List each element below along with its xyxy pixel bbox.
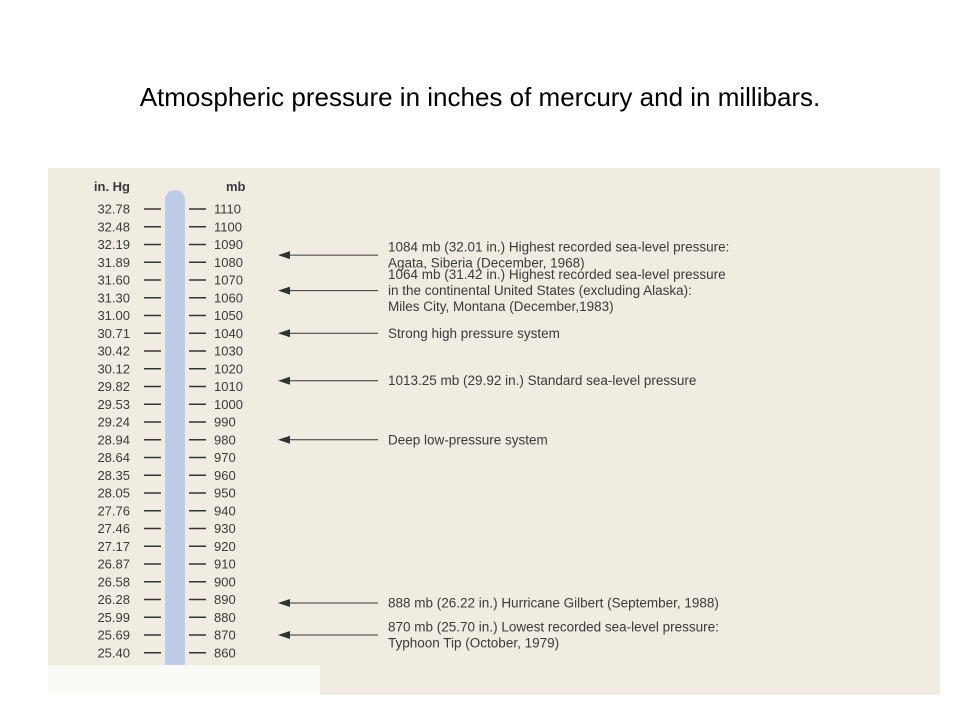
mb-tick-label: 920 <box>214 538 236 554</box>
slide-title: Atmospheric pressure in inches of mercury and in millibars. <box>139 82 821 112</box>
in-hg-tick-label: 31.30 <box>97 290 130 306</box>
in-hg-tick-label: 27.46 <box>97 521 130 536</box>
mb-tick-label: 1070 <box>214 272 243 288</box>
in-hg-tick-label: 31.89 <box>97 254 130 270</box>
annotation-arrowhead <box>278 631 290 639</box>
annotation-text: Typhoon Tip (October, 1979) <box>388 635 560 651</box>
in-hg-tick-label: 30.12 <box>97 361 130 377</box>
in-hg-tick-label: 32.78 <box>97 201 130 217</box>
in-hg-tick-label: 25.40 <box>97 645 130 661</box>
in-hg-tick-label: 29.82 <box>97 379 130 394</box>
mb-tick-label: 1000 <box>214 396 243 412</box>
annotation-text: 1013.25 mb (29.92 in.) Standard sea-level pressure <box>388 373 697 389</box>
mb-tick-label: 990 <box>214 414 236 430</box>
mb-tick-label: 1010 <box>214 379 243 394</box>
annotation-text: Miles City, Montana (December,1983) <box>388 299 614 315</box>
mb-tick-label: 960 <box>214 467 236 483</box>
in-hg-tick-label: 26.87 <box>97 556 130 572</box>
annotation-text: 1084 mb (32.01 in.) Highest recorded sea-level pressure: <box>388 239 730 255</box>
in-hg-tick-label: 31.60 <box>97 272 130 288</box>
mb-tick-label: 1060 <box>214 290 243 306</box>
annotation-arrowhead <box>278 377 290 385</box>
in-hg-tick-label: 31.00 <box>97 308 130 323</box>
annotation-arrowhead <box>278 251 290 259</box>
annotation-text: 888 mb (26.22 in.) Hurricane Gilbert (September, 1988) <box>388 595 719 611</box>
publisher-credit-overlay <box>48 665 320 695</box>
annotation-arrowhead <box>278 599 290 607</box>
pressure-scale-figure <box>48 168 940 695</box>
annotation-text: 1064 mb (31.42 in.) Highest recorded sea-level pressure <box>388 267 726 283</box>
annotation-text: Agata, Siberia (December, 1968) <box>388 255 585 271</box>
mb-tick-label: 940 <box>214 503 236 519</box>
mercury-column <box>165 190 185 695</box>
mb-tick-label: 1100 <box>214 219 242 235</box>
mb-tick-label: 930 <box>214 521 236 536</box>
annotation-text: Deep low-pressure system <box>388 432 548 448</box>
mb-tick-label: 970 <box>214 450 236 465</box>
annotation-arrowhead <box>278 329 290 337</box>
mb-tick-label: 910 <box>214 556 236 572</box>
in-hg-tick-label: 32.48 <box>97 219 130 235</box>
mb-tick-label: 860 <box>214 645 236 661</box>
in-hg-tick-label: 29.24 <box>97 414 130 430</box>
mb-tick-label: 880 <box>214 609 236 625</box>
annotation-arrowhead <box>278 436 290 444</box>
mb-tick-label: 1090 <box>214 237 243 252</box>
mb-tick-label: 1050 <box>214 308 243 323</box>
in-hg-header: in. Hg <box>93 179 130 194</box>
mb-tick-label: 1080 <box>214 254 243 270</box>
in-hg-tick-label: 32.19 <box>97 237 130 252</box>
in-hg-tick-label: 27.76 <box>97 503 130 519</box>
in-hg-tick-label: 29.53 <box>97 396 130 412</box>
mb-tick-label: 980 <box>214 432 236 448</box>
mb-tick-label: 900 <box>214 574 236 590</box>
in-hg-tick-label: 25.99 <box>97 609 130 625</box>
mb-tick-label: 1040 <box>214 325 243 341</box>
pressure-scale-svg <box>48 168 940 695</box>
annotation-text: in the continental United States (excluding Alaska): <box>388 283 692 299</box>
in-hg-tick-label: 30.42 <box>97 343 130 359</box>
in-hg-tick-label: 28.64 <box>97 450 130 465</box>
in-hg-tick-label: 30.71 <box>97 325 130 341</box>
annotation-text: 870 mb (25.70 in.) Lowest recorded sea-level pressure: <box>388 619 719 635</box>
in-hg-tick-label: 28.35 <box>97 467 130 483</box>
in-hg-tick-label: 26.28 <box>97 592 130 607</box>
in-hg-tick-label: 28.94 <box>97 432 130 448</box>
mb-tick-label: 890 <box>214 592 236 607</box>
in-hg-tick-label: 25.69 <box>97 627 130 643</box>
in-hg-tick-label: 27.17 <box>97 538 130 554</box>
annotation-text: Strong high pressure system <box>388 325 560 341</box>
annotation-arrowhead <box>278 287 290 295</box>
mb-tick-label: 1030 <box>214 343 243 359</box>
in-hg-tick-label: 28.05 <box>97 485 130 501</box>
mb-header: mb <box>226 179 246 194</box>
mb-tick-label: 950 <box>214 485 236 501</box>
mb-tick-label: 1020 <box>214 361 243 377</box>
mb-tick-label: 1110 <box>214 201 241 217</box>
in-hg-tick-label: 26.58 <box>97 574 130 590</box>
mb-tick-label: 870 <box>214 627 236 643</box>
